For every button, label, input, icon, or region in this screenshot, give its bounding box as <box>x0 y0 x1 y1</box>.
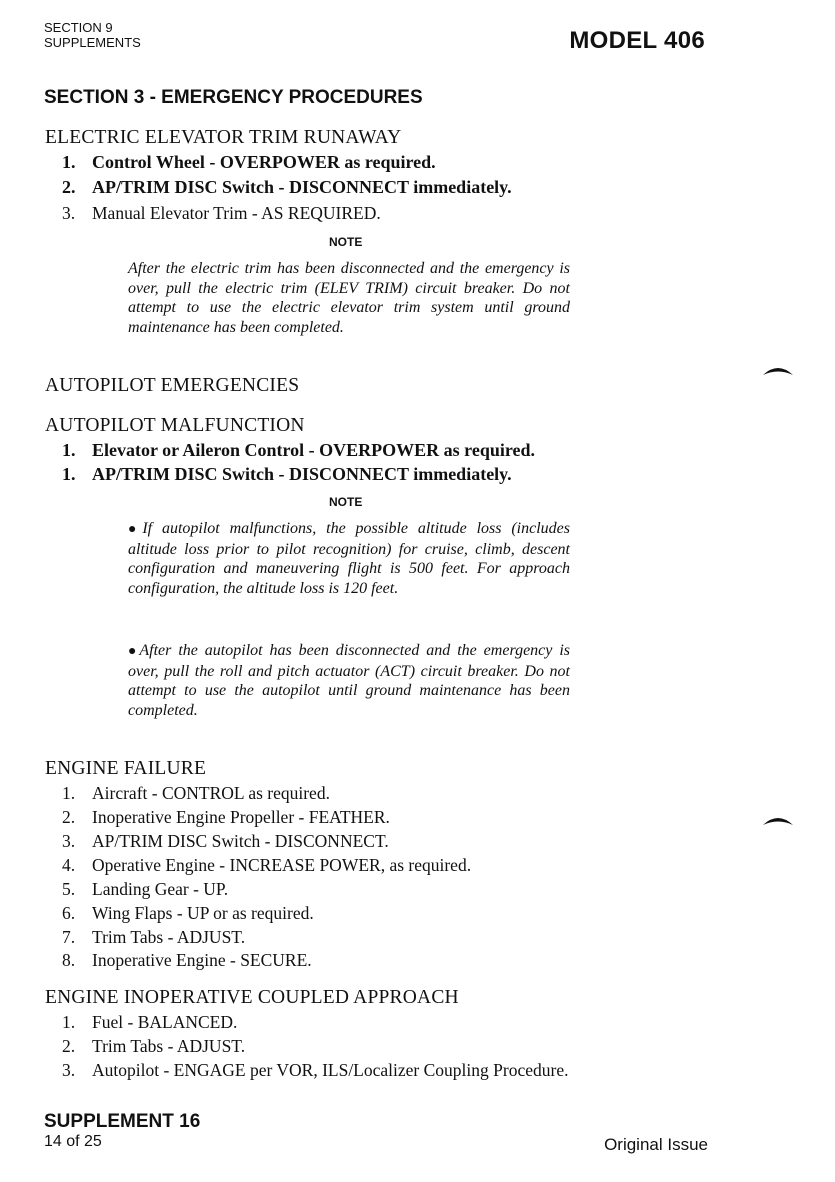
step-number: 1. <box>62 152 76 172</box>
note-ap-circuit-breaker <box>128 641 570 720</box>
step-number: 3. <box>62 831 76 851</box>
step-item <box>62 1060 568 1081</box>
section-title: SECTION 3 - EMERGENCY PROCEDURES <box>44 87 423 108</box>
step-number: 2. <box>62 1036 76 1056</box>
revision-mark <box>762 814 794 826</box>
bullet-icon: ● <box>128 522 143 537</box>
step-text: Manual Elevator Trim - AS REQUIRED. <box>92 203 381 223</box>
step-item <box>62 177 512 198</box>
step-item <box>62 440 535 461</box>
step-item <box>62 950 312 971</box>
heading-autopilot-malfunction: AUTOPILOT MALFUNCTION <box>45 415 305 436</box>
step-text: Autopilot - ENGAGE per VOR, ILS/Localizer Coupling Procedure. <box>92 1060 569 1080</box>
footer-page-number: 14 of 25 <box>44 1133 102 1150</box>
step-number: 1. <box>62 1012 76 1032</box>
step-item <box>62 203 381 224</box>
step-number: 1. <box>62 440 76 460</box>
step-item <box>62 831 389 852</box>
step-text: AP/TRIM DISC Switch - DISCONNECT immediately. <box>92 177 512 197</box>
revision-mark <box>762 364 794 376</box>
footer-supplement-block <box>44 1111 200 1151</box>
step-number: 3. <box>62 1060 76 1080</box>
step-number: 7. <box>62 927 76 947</box>
step-text: Trim Tabs - ADJUST. <box>92 927 246 947</box>
step-text: Aircraft - CONTROL as required. <box>92 783 330 803</box>
step-number: 5. <box>62 879 76 899</box>
bullet-icon: ● <box>128 644 140 659</box>
step-number: 2. <box>62 807 76 827</box>
note-ap-altitude-loss <box>128 519 570 598</box>
step-number: 6. <box>62 903 76 923</box>
step-number: 1. <box>62 783 76 803</box>
step-item <box>62 855 471 876</box>
heading-engine-inop-coupled-approach: ENGINE INOPERATIVE COUPLED APPROACH <box>45 987 459 1008</box>
step-item <box>62 903 314 924</box>
heading-elev-trim-runaway: ELECTRIC ELEVATOR TRIM RUNAWAY <box>45 127 402 148</box>
step-text: Inoperative Engine - SECURE. <box>92 950 312 970</box>
step-text: AP/TRIM DISC Switch - DISCONNECT. <box>92 831 389 851</box>
header-subsection: SUPPLEMENTS <box>44 35 141 50</box>
step-text: Trim Tabs - ADJUST. <box>92 1036 246 1056</box>
step-item <box>62 807 390 828</box>
heading-autopilot-emergencies: AUTOPILOT EMERGENCIES <box>45 375 300 396</box>
heading-engine-failure: ENGINE FAILURE <box>45 758 207 779</box>
step-item <box>62 152 436 173</box>
note-text: If autopilot malfunctions, the possible altitude loss (includes altitude loss prior to pilot recognition) for cruise, climb, descent configuration and maneuvering flight is 500 feet. For approach configuration, the altitude loss is 120 feet. <box>128 520 570 597</box>
note-text: After the autopilot has been disconnected and the emergency is over, pull the roll and pitch actuator (ACT) circuit breaker. Do not attempt to use the autopilot until ground maintenance has been completed. <box>128 642 570 719</box>
header-model: MODEL 406 <box>569 27 705 54</box>
note-label: NOTE <box>329 495 363 509</box>
header-section: SECTION 9 <box>44 20 113 35</box>
step-text: Inoperative Engine Propeller - FEATHER. <box>92 807 390 827</box>
footer-supplement: SUPPLEMENT 16 <box>44 1111 201 1132</box>
step-number: 3. <box>62 203 76 223</box>
step-text: AP/TRIM DISC Switch - DISCONNECT immediately. <box>92 464 512 484</box>
step-text: Operative Engine - INCREASE POWER, as required. <box>92 855 472 875</box>
note-elev-trim: After the electric trim has been disconnected and the emergency is over, pull the electric trim (ELEV TRIM) circuit breaker. Do not attempt to use the electric elevator trim system until ground maintenance has been completed. <box>128 260 570 336</box>
step-number: 8. <box>62 950 76 970</box>
step-text: Control Wheel - OVERPOWER as required. <box>92 152 436 172</box>
step-item <box>62 927 245 948</box>
step-text: Elevator or Aileron Control - OVERPOWER as required. <box>92 440 536 460</box>
step-number: 4. <box>62 855 76 875</box>
step-text: Landing Gear - UP. <box>92 879 229 899</box>
step-number: 2. <box>62 177 76 197</box>
footer-issue: Original Issue <box>604 1135 708 1154</box>
step-number: 1. <box>62 464 76 484</box>
note-label: NOTE <box>329 235 363 249</box>
step-text: Wing Flaps - UP or as required. <box>92 903 314 923</box>
step-item <box>62 783 330 804</box>
step-text: Fuel - BALANCED. <box>92 1012 238 1032</box>
step-item <box>62 464 512 485</box>
step-item <box>62 1036 245 1057</box>
header-section-label <box>44 20 141 50</box>
step-item <box>62 879 228 900</box>
step-item <box>62 1012 237 1033</box>
